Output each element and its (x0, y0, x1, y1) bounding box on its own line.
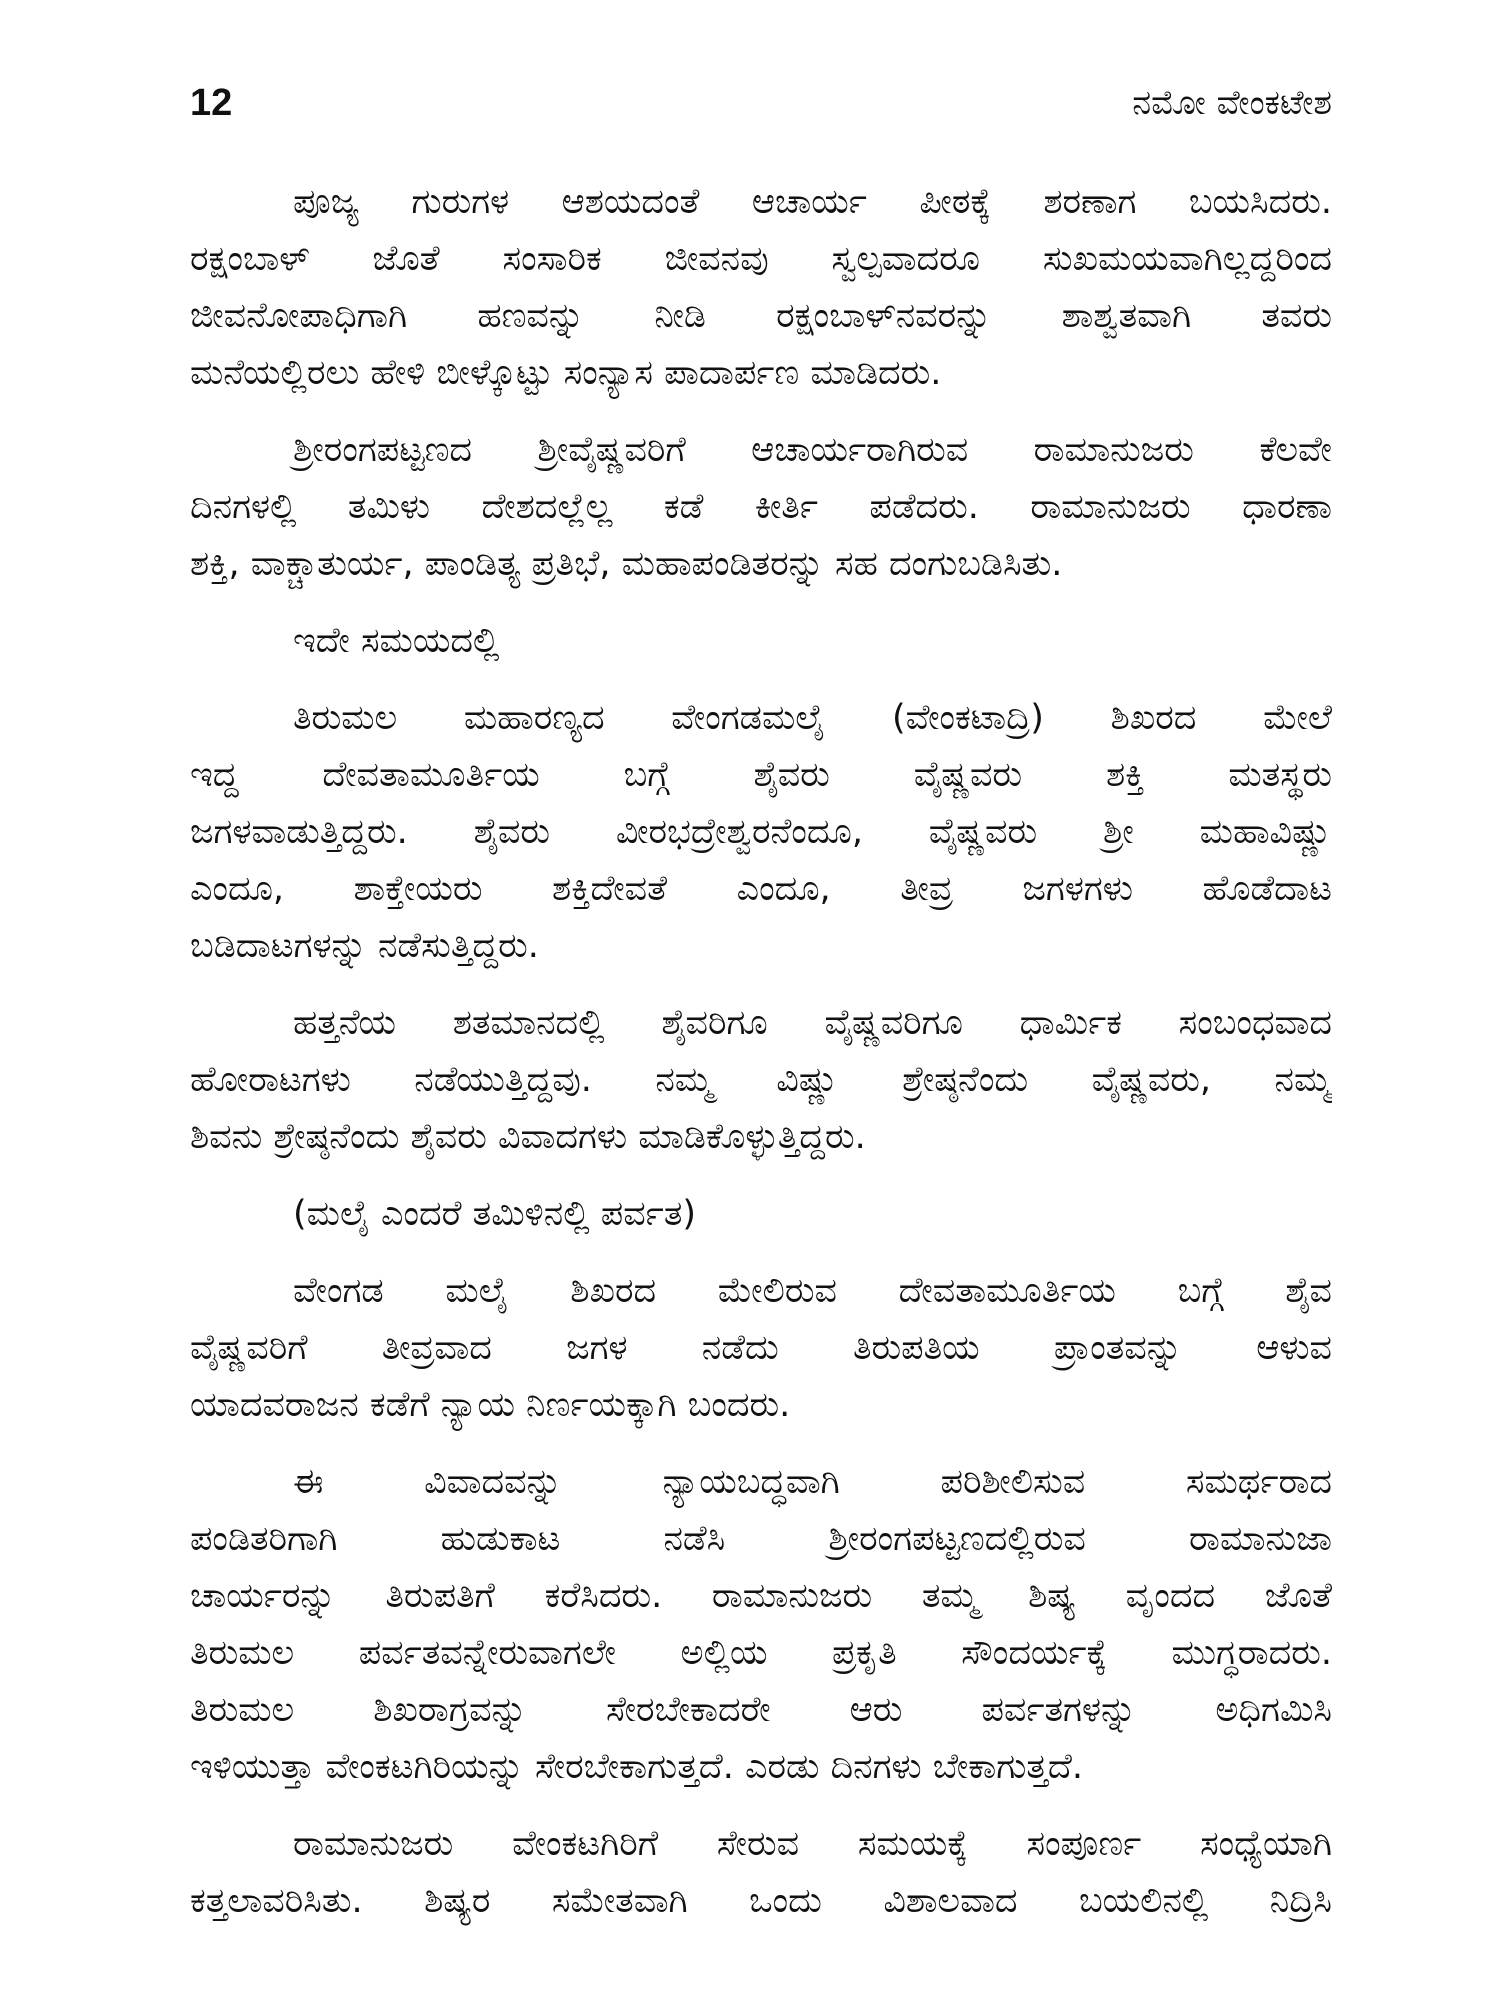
text-line: ತಿರುಮಲ ಶಿಖರಾಗ್ರವನ್ನು ಸೇರಬೇಕಾದರೇ ಆರು ಪರ್ವತಗಳನ್ನು ಅಧಿಗಮಿಸಿ (190, 1690, 1332, 1730)
body-text (190, 174, 1332, 1964)
text-line: ರಾಮಾನುಜರು ವೇಂಕಟಗಿರಿಗೆ ಸೇರುವ ಸಮಯಕ್ಕೆ ಸಂಪೂರ್ಣ ಸಂಧ್ಯೆಯಾಗಿ (293, 1824, 1332, 1864)
paragraph (190, 1263, 1332, 1434)
text-line: ಪಂಡಿತರಿಗಾಗಿ ಹುಡುಕಾಟ ನಡೆಸಿ ಶ್ರೀರಂಗಪಟ್ಟಣದಲ್ಲಿರುವ ರಾಮಾನುಜಾ (190, 1519, 1332, 1559)
page-number: 12 (190, 82, 233, 124)
text-line: ಈ ವಿವಾದವನ್ನು ನ್ಯಾಯಬದ್ಧವಾಗಿ ಪರಿಶೀಲಿಸುವ ಸಮರ್ಥರಾದ (293, 1462, 1332, 1502)
text-line: ಹೋರಾಟಗಳು ನಡೆಯುತ್ತಿದ್ದವು. ನಮ್ಮ ವಿಷ್ಣು ಶ್ರೇಷ್ಠನೆಂದು ವೈಷ್ಣವರು, ನಮ್ಮ (190, 1060, 1332, 1100)
text-line: ತಿರುಮಲ ಮಹಾರಣ್ಯದ ವೇಂಗಡಮಲೈ (ವೇಂಕಟಾದ್ರಿ) ಶಿಖರದ ಮೇಲೆ (293, 698, 1332, 738)
text-line: ಜಗಳವಾಡುತ್ತಿದ್ದರು. ಶೈವರು ವೀರಭದ್ರೇಶ್ವರನೆಂದೂ, ವೈಷ್ಣವರು ಶ್ರೀ ಮಹಾವಿಷ್ಣು (190, 812, 1332, 852)
text-line: ದಿನಗಳಲ್ಲಿ ತಮಿಳು ದೇಶದಲ್ಲೆಲ್ಲ ಕಡೆ ಕೀರ್ತಿ ಪಡೆದರು. ರಾಮಾನುಜರು ಧಾರಣಾ (190, 487, 1332, 527)
text-line: ವೇಂಗಡ ಮಲೈ ಶಿಖರದ ಮೇಲಿರುವ ದೇವತಾಮೂರ್ತಿಯ ಬಗ್ಗೆ ಶೈವ (293, 1271, 1332, 1311)
text-line: ಇದೇ ಸಮಯದಲ್ಲಿ (293, 621, 500, 661)
text-line: ಇಳಿಯುತ್ತಾ ವೇಂಕಟಗಿರಿಯನ್ನು ಸೇರಬೇಕಾಗುತ್ತದೆ. ಎರಡು ದಿನಗಳು ಬೇಕಾಗುತ್ತದೆ. (190, 1747, 1083, 1787)
paragraph (190, 1454, 1332, 1796)
text-line: (ಮಲೈ ಎಂದರೆ ತಮಿಳಿನಲ್ಲಿ ಪರ್ವತ) (293, 1194, 697, 1234)
text-line: ಬಡಿದಾಟಗಳನ್ನು ನಡೆಸುತ್ತಿದ್ದರು. (190, 926, 539, 966)
text-line: ಹತ್ತನೆಯ ಶತಮಾನದಲ್ಲಿ ಶೈವರಿಗೂ ವೈಷ್ಣವರಿಗೂ ಧಾರ್ಮಿಕ ಸಂಬಂಧವಾದ (293, 1003, 1332, 1043)
text-line: ಮನೆಯಲ್ಲಿರಲು ಹೇಳಿ ಬೀಳ್ಕೊಟ್ಟು ಸಂನ್ಯಾಸ ಪಾದಾರ್ಪಣ ಮಾಡಿದರು. (190, 353, 942, 393)
running-title: ನಮೋ ವೇಂಕಟೇಶ (1132, 83, 1332, 123)
text-line: ಪೂಜ್ಯ ಗುರುಗಳ ಆಶಯದಂತೆ ಆಚಾರ್ಯ ಪೀಠಕ್ಕೆ ಶರಣಾಗ ಬಯಸಿದರು. (293, 182, 1332, 222)
paragraph (190, 995, 1332, 1166)
paragraph (190, 1816, 1332, 1930)
text-line: ರಕ್ಷಂಬಾಳ್ ಜೊತೆ ಸಂಸಾರಿಕ ಜೀವನವು ಸ್ವಲ್ಪವಾದರೂ ಸುಖಮಯವಾಗಿಲ್ಲದ್ದರಿಂದ (190, 239, 1332, 279)
text-line: ಶಿವನು ಶ್ರೇಷ್ಠನೆಂದು ಶೈವರು ವಿವಾದಗಳು ಮಾಡಿಕೊಳ್ಳುತ್ತಿದ್ದರು. (190, 1117, 866, 1157)
text-line: ಇದ್ದ ದೇವತಾಮೂರ್ತಿಯ ಬಗ್ಗೆ ಶೈವರು ವೈಷ್ಣವರು ಶಕ್ತಿ ಮತಸ್ಥರು (190, 755, 1332, 795)
text-line: ಶಕ್ತಿ, ವಾಕ್ಚಾತುರ್ಯ, ಪಾಂಡಿತ್ಯ ಪ್ರತಿಭೆ, ಮಹಾಪಂಡಿತರನ್ನು ಸಹ ದಂಗುಬಡಿಸಿತು. (190, 544, 1063, 584)
text-line: ಚಾರ್ಯರನ್ನು ತಿರುಪತಿಗೆ ಕರೆಸಿದರು. ರಾಮಾನುಜರು ತಮ್ಮ ಶಿಷ್ಯ ವೃಂದದ ಜೊತೆ (190, 1576, 1332, 1616)
paragraph (190, 422, 1332, 593)
paragraph (190, 1186, 1332, 1243)
paragraph (190, 613, 1332, 670)
text-line: ಕತ್ತಲಾವರಿಸಿತು. ಶಿಷ್ಯರ ಸಮೇತವಾಗಿ ಒಂದು ವಿಶಾಲವಾದ ಬಯಲಿನಲ್ಲಿ ನಿದ್ರಿಸಿ (190, 1881, 1332, 1921)
paragraph (190, 174, 1332, 402)
text-line: ವೈಷ್ಣವರಿಗೆ ತೀವ್ರವಾದ ಜಗಳ ನಡೆದು ತಿರುಪತಿಯ ಪ್ರಾಂತವನ್ನು ಆಳುವ (190, 1328, 1332, 1368)
paragraph (190, 690, 1332, 975)
text-line: ಯಾದವರಾಜನ ಕಡೆಗೆ ನ್ಯಾಯ ನಿರ್ಣಯಕ್ಕಾಗಿ ಬಂದರು. (190, 1385, 791, 1425)
text-line: ಜೀವನೋಪಾಧಿಗಾಗಿ ಹಣವನ್ನು ನೀಡಿ ರಕ್ಷಂಬಾಳ್‌ನವರನ್ನು ಶಾಶ್ವತವಾಗಿ ತವರು (190, 296, 1332, 336)
text-line: ತಿರುಮಲ ಪರ್ವತವನ್ನೇರುವಾಗಲೇ ಅಲ್ಲಿಯ ಪ್ರಕೃತಿ ಸೌಂದರ್ಯಕ್ಕೆ ಮುಗ್ಧರಾದರು. (190, 1633, 1332, 1673)
text-line: ಶ್ರೀರಂಗಪಟ್ಟಣದ ಶ್ರೀವೈಷ್ಣವರಿಗೆ ಆಚಾರ್ಯರಾಗಿರುವ ರಾಮಾನುಜರು ಕೆಲವೇ (293, 430, 1332, 470)
text-line: ಎಂದೂ, ಶಾಕ್ತೇಯರು ಶಕ್ತಿದೇವತೆ ಎಂದೂ, ತೀವ್ರ ಜಗಳಗಳು ಹೊಡೆದಾಟ (190, 869, 1332, 909)
